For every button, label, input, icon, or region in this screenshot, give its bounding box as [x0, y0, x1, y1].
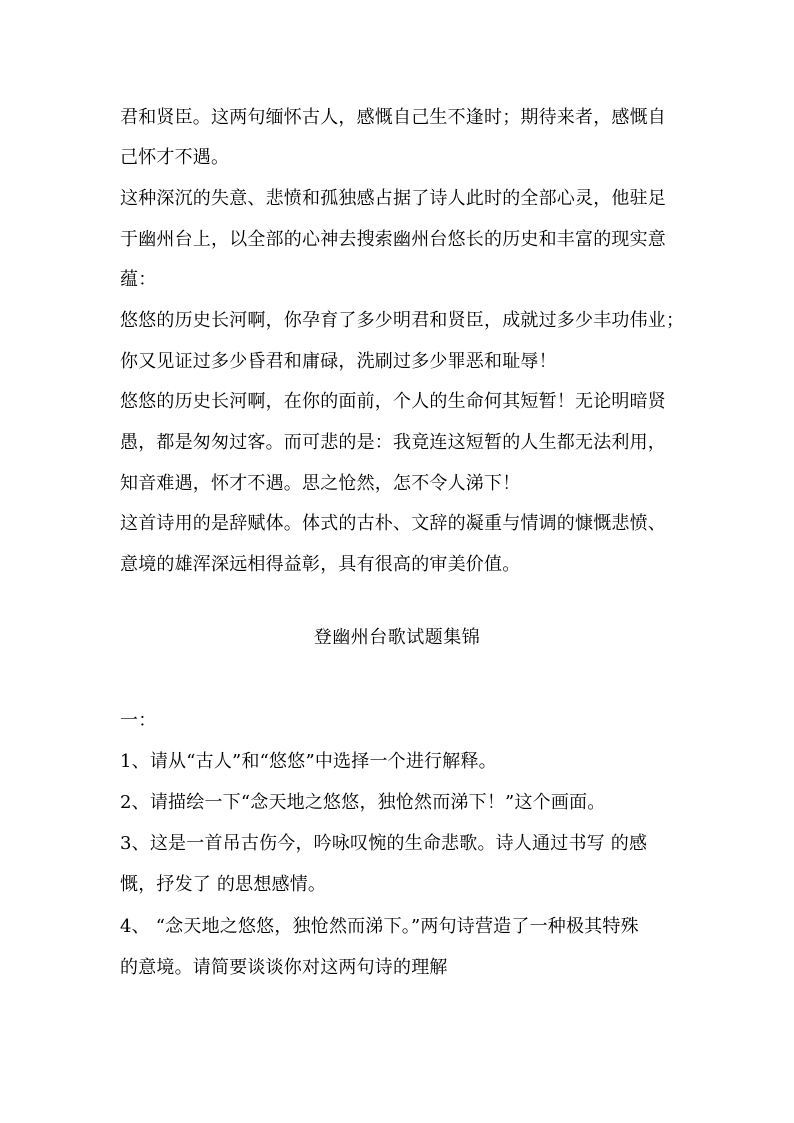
- paragraph-3-line-2: 你又见证过多少昏君和庸碌，洗刷过多少罪恶和耻辱！: [120, 351, 557, 372]
- question-4-line-1: 4、 “念天地之悠悠，独怆然而涕下。”两句诗营造了一种极其特殊: [120, 916, 639, 937]
- paragraph-5-line-1: 这首诗用的是辞赋体。体式的古朴、文辞的凝重与情调的慷慨悲愤、: [120, 513, 666, 534]
- paragraph-2-line-3: 蕴：: [120, 269, 157, 290]
- paragraph-1-line-1: 君和贤臣。这两句缅怀古人，感慨自己生不逢时；期待来者，感慨自: [120, 107, 666, 128]
- question-3-line-1: 3、这是一首吊古伤今，吟咏叹惋的生命悲歌。诗人通过书写 的感: [120, 833, 648, 854]
- paragraph-4-line-1: 悠悠的历史长河啊，在你的面前，个人的生命何其短暂！无论明暗贤: [120, 391, 666, 412]
- question-4-line-2: 的意境。请简要谈谈你对这两句诗的理解: [120, 957, 448, 978]
- section-title: 登幽州台歌试题集锦: [313, 627, 481, 648]
- paragraph-4-line-3: 知音难遇，怀才不遇。思之怆然，怎不令人涕下！: [120, 473, 521, 494]
- paragraph-2-line-1: 这种深沉的失意、悲愤和孤独感占据了诗人此时的全部心灵，他驻足: [120, 188, 666, 209]
- question-1: 1、请从“古人”和“悠悠”中选择一个进行解释。: [120, 751, 497, 772]
- part-label: 一：: [120, 710, 157, 731]
- paragraph-3-line-1: 悠悠的历史长河啊，你孕育了多少明君和贤臣，成就过多少丰功伟业；: [120, 310, 685, 331]
- paragraph-5-line-2: 意境的雄浑深远相得益彰，具有很高的审美价值。: [120, 554, 521, 575]
- paragraph-4-line-2: 愚，都是匆匆过客。而可悲的是：我竟连这短暂的人生都无法利用，: [120, 432, 666, 453]
- question-2: 2、请描绘一下“念天地之悠悠，独怆然而涕下！”这个画面。: [120, 792, 606, 813]
- paragraph-2-line-2: 于幽州台上，以全部的心神去搜索幽州台悠长的历史和丰富的现实意: [120, 229, 666, 250]
- question-3-line-2: 慨，抒发了 的思想感情。: [120, 874, 327, 895]
- paragraph-1-line-2: 己怀才不遇。: [120, 147, 230, 168]
